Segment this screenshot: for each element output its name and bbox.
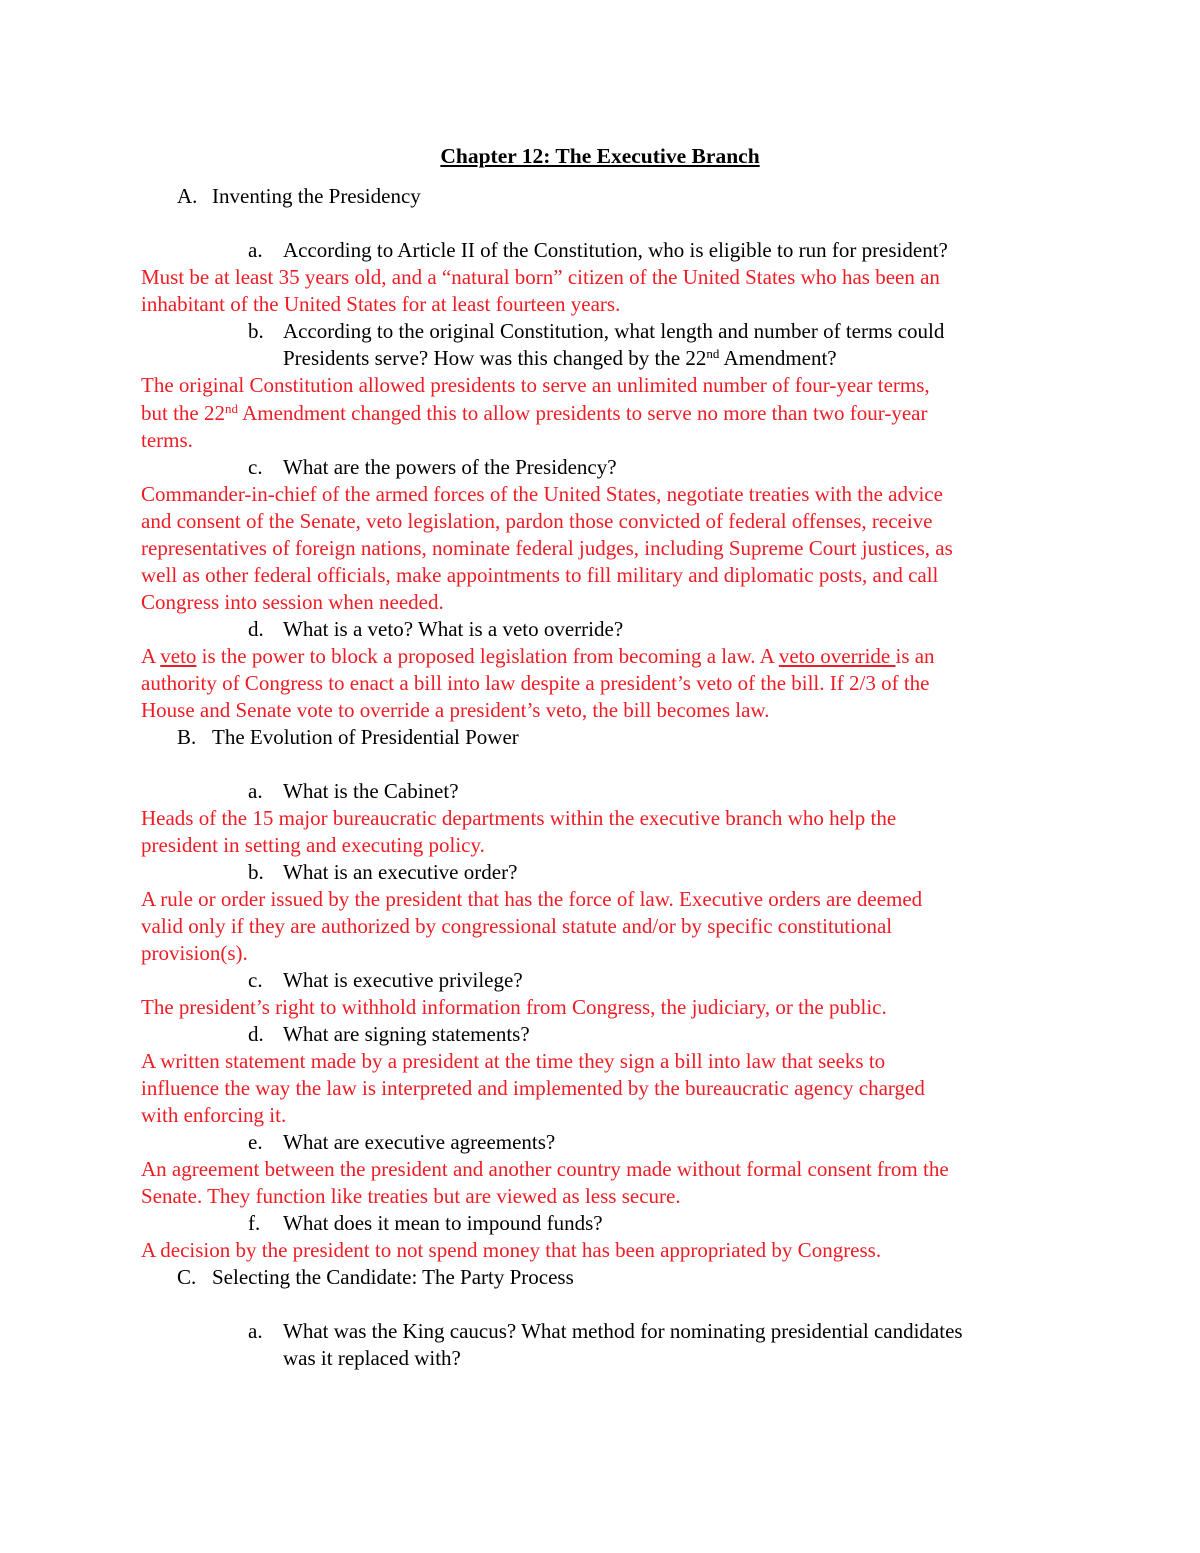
answer-a-d-line: authority of Congress to enact a bill into law despite a president’s veto of the bill. If 2/3 of the xyxy=(141,671,930,695)
question-b-e: What are executive agreements? xyxy=(283,1130,556,1154)
question-text: Amendment? xyxy=(719,346,837,370)
section-a-marker: A. xyxy=(177,184,198,208)
answer-text: Amendment changed this to allow presidents to serve no more than two four-year xyxy=(238,401,928,425)
answer-b-a-line: president in setting and executing policy. xyxy=(141,833,485,857)
answer-a-c-line: Commander-in-chief of the armed forces of the United States, negotiate treaties with the advice xyxy=(141,482,943,506)
answer-a-a-line: inhabitant of the United States for at least fourteen years. xyxy=(141,292,621,316)
answer-text: A xyxy=(141,644,161,668)
question-a-b-marker: b. xyxy=(248,319,264,343)
question-a-c: What are the powers of the Presidency? xyxy=(283,455,617,479)
answer-a-b-line: The original Constitution allowed presidents to serve an unlimited number of four-year terms, xyxy=(141,373,930,397)
answer-text: but the 22 xyxy=(141,401,225,425)
section-a-heading: Inventing the Presidency xyxy=(212,184,421,208)
question-c-a-marker: a. xyxy=(248,1319,263,1343)
term-veto: veto xyxy=(160,644,197,668)
answer-text: is an xyxy=(895,644,935,668)
answer-b-a-line: Heads of the 15 major bureaucratic departments within the executive branch who help the xyxy=(141,806,897,830)
question-a-b-line xyxy=(283,345,837,372)
answer-a-d-line: House and Senate vote to override a president’s veto, the bill becomes law. xyxy=(141,698,770,722)
answer-a-c-line: and consent of the Senate, veto legislation, pardon those convicted of federal offenses, receive xyxy=(141,509,933,533)
question-b-c: What is executive privilege? xyxy=(283,968,523,992)
question-a-d-marker: d. xyxy=(248,617,264,641)
answer-b-b-line: valid only if they are authorized by congressional statute and/or by specific constitutional xyxy=(141,914,893,938)
question-b-d: What are signing statements? xyxy=(283,1022,530,1046)
answer-a-d-line xyxy=(141,643,935,670)
section-b-marker: B. xyxy=(177,725,197,749)
answer-b-d-line: influence the way the law is interpreted and implemented by the bureaucratic agency charged xyxy=(141,1076,925,1100)
question-b-a: What is the Cabinet? xyxy=(283,779,459,803)
question-b-f-marker: f. xyxy=(248,1211,261,1235)
answer-a-b-line: terms. xyxy=(141,428,193,452)
question-a-d: What is a veto? What is a veto override? xyxy=(283,617,624,641)
question-a-a: According to Article II of the Constitution, who is eligible to run for president? xyxy=(283,238,948,262)
answer-text: is the power to block a proposed legislation from becoming a law. A xyxy=(196,644,779,668)
answer-b-b-line: provision(s). xyxy=(141,941,248,965)
section-b-heading: The Evolution of Presidential Power xyxy=(212,725,519,749)
answer-b-d-line: A written statement made by a president at the time they sign a bill into law that seeks to xyxy=(141,1049,886,1073)
answer-b-b-line: A rule or order issued by the president that has the force of law. Executive orders are deemed xyxy=(141,887,923,911)
answer-a-b-line xyxy=(141,400,927,427)
answer-a-c-line: well as other federal officials, make appointments to fill military and diplomatic posts, and call xyxy=(141,563,939,587)
section-c-marker: C. xyxy=(177,1265,197,1289)
question-c-a-line: What was the King caucus? What method for nominating presidential candidates xyxy=(283,1319,963,1343)
question-text: Presidents serve? How was this changed by the 22 xyxy=(283,346,707,370)
answer-b-f-line: A decision by the president to not spend money that has been appropriated by Congress. xyxy=(141,1238,882,1262)
question-b-e-marker: e. xyxy=(248,1130,263,1154)
page-title: Chapter 12: The Executive Branch xyxy=(440,144,760,168)
answer-b-e-line: An agreement between the president and another country made without formal consent from the xyxy=(141,1157,949,1181)
question-b-b-marker: b. xyxy=(248,860,264,884)
question-b-a-marker: a. xyxy=(248,779,263,803)
question-a-a-marker: a. xyxy=(248,238,263,262)
question-c-a-line: was it replaced with? xyxy=(283,1346,461,1370)
question-b-d-marker: d. xyxy=(248,1022,264,1046)
answer-a-c-line: representatives of foreign nations, nominate federal judges, including Supreme Court justices, as xyxy=(141,536,953,560)
question-b-b: What is an executive order? xyxy=(283,860,518,884)
term-veto-override: veto override xyxy=(778,644,896,668)
superscript: nd xyxy=(706,346,720,361)
section-c-heading: Selecting the Candidate: The Party Process xyxy=(212,1265,574,1289)
question-a-b-line: According to the original Constitution, what length and number of terms could xyxy=(283,319,945,343)
answer-b-c-line: The president’s right to withhold information from Congress, the judiciary, or the public. xyxy=(141,995,887,1019)
superscript: nd xyxy=(225,401,238,416)
answer-a-a-line: Must be at least 35 years old, and a “natural born” citizen of the United States who has been an xyxy=(141,265,940,289)
answer-a-c-line: Congress into session when needed. xyxy=(141,590,444,614)
answer-b-d-line: with enforcing it. xyxy=(141,1103,287,1127)
question-b-f: What does it mean to impound funds? xyxy=(283,1211,603,1235)
question-b-c-marker: c. xyxy=(248,968,263,992)
answer-b-e-line: Senate. They function like treaties but are viewed as less secure. xyxy=(141,1184,681,1208)
question-a-c-marker: c. xyxy=(248,455,263,479)
